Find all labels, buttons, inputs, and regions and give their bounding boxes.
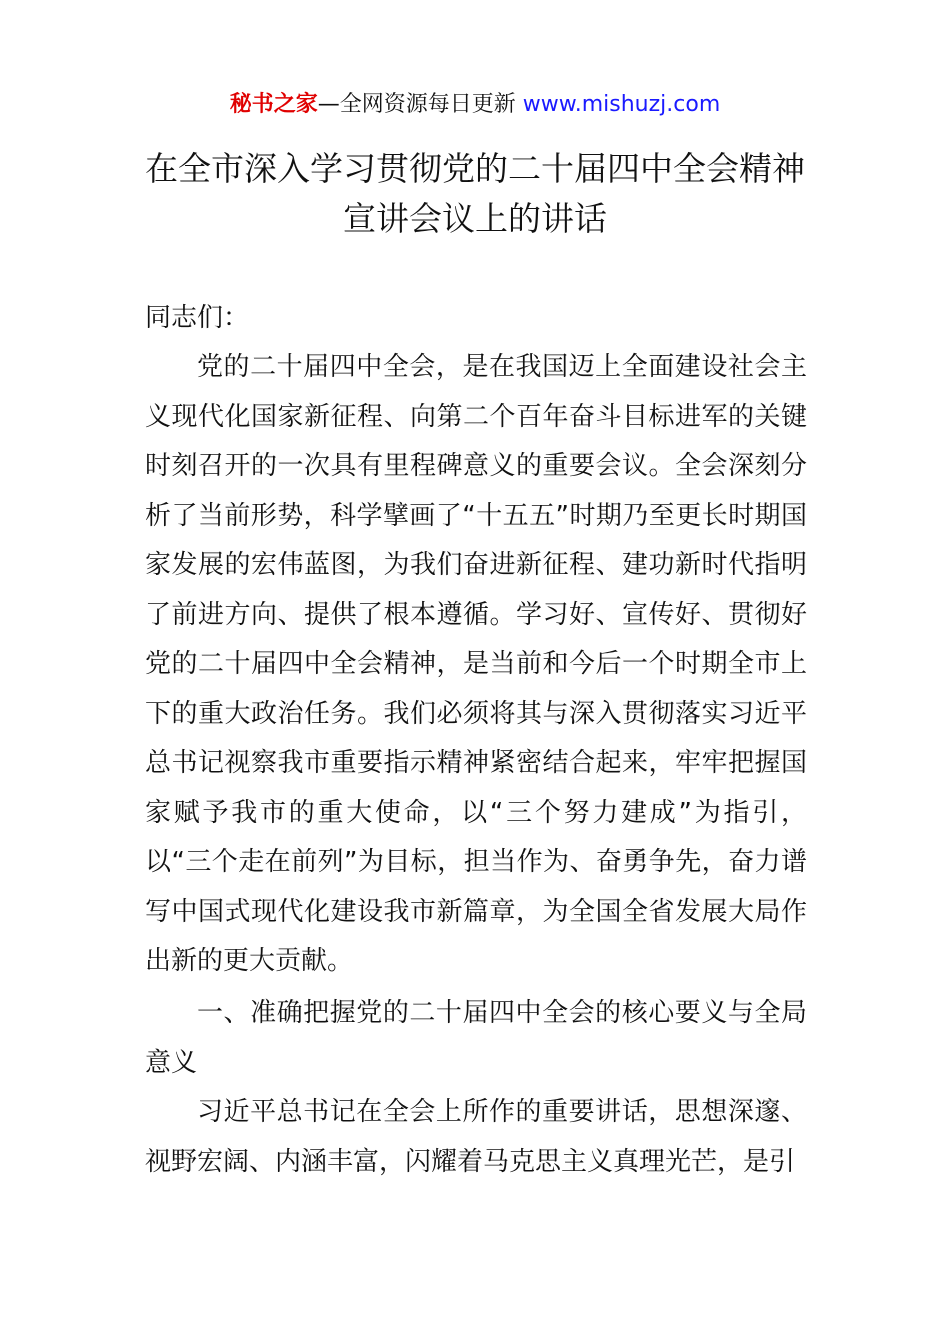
- title-line-2: 宣讲会议上的讲话: [343, 199, 607, 238]
- site-header: [0, 88, 950, 122]
- section-heading-1: 一、准确把握党的二十届四中全会的核心要义与全局意义: [145, 998, 807, 1078]
- site-tagline: 全网资源每日更新: [339, 92, 516, 117]
- site-name: 秘书之家: [229, 92, 318, 117]
- body-paragraph-1: 党的二十届四中全会，是在我国迈上全面建设社会主义现代化国家新征程、向第二个百年奋斗目标进军的关键时刻召开的一次具有里程碑意义的重要会议。全会深刻分析了当前形势，科学擘画了“十五五”时期乃至更长时期国家发展的宏伟蓝图，为我们奋进新征程、建功新时代指明了前进方向、提供了根本遵循。学习好、宣传好、贯彻好党的二十届四中全会精神，是当前和今后一个时期全市上下的重大政治任务。我们必须将其与深入贯彻落实习近平总书记视察我市重要指示精神紧密结合起来，牢牢把握国家赋予我市的重大使命，以“三个努力建成”为指引，以“三个走在前列”为目标，担当作为、奋勇争先，奋力谱写中国式现代化建设我市新篇章，为全国全省发展大局作出新的更大贡献。: [145, 352, 807, 976]
- title-line-1: 在全市深入学习贯彻党的二十届四中全会精神: [145, 149, 805, 188]
- body-paragraph-2: 习近平总书记在全会上所作的重要讲话，思想深邃、视野宏阔、内涵丰富，闪耀着马克思主义真理光芒，是引: [145, 1097, 807, 1177]
- document-title: [145, 144, 805, 244]
- header-dash: —: [317, 92, 340, 117]
- site-url-link[interactable]: www.mishuzj.com: [522, 92, 721, 117]
- salutation: 同志们：: [145, 303, 250, 333]
